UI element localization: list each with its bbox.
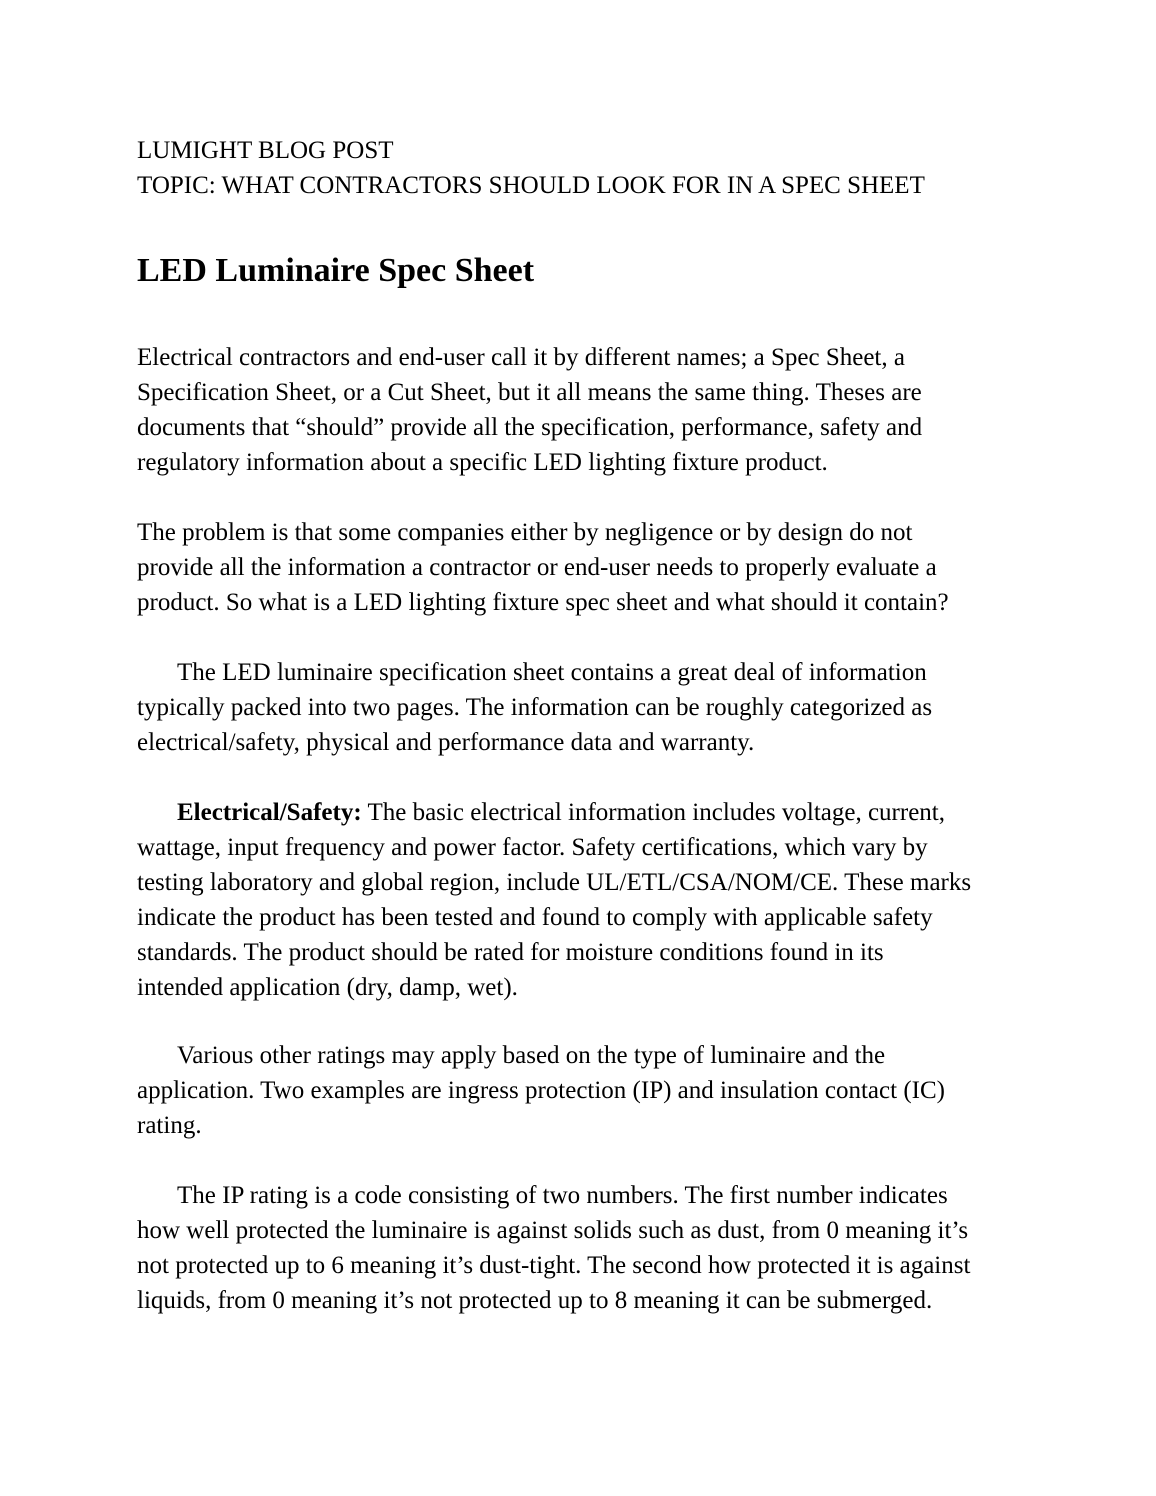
paragraph-overview xyxy=(137,655,1037,760)
paragraph-line: application. Two examples are ingress protection (IP) and insulation contact (IC) xyxy=(137,1077,945,1104)
paragraph-line: Various other ratings may apply based on the type of luminaire and the xyxy=(177,1042,886,1069)
paragraph-line: The basic electrical information includes voltage, current, xyxy=(361,799,945,826)
paragraph-line: The LED luminaire specification sheet contains a great deal of information xyxy=(177,659,927,686)
paragraph-first-line xyxy=(137,795,1037,830)
paragraph-line: not protected up to 6 meaning it’s dust-tight. The second how protected it is against xyxy=(137,1252,971,1279)
paragraph-line: product. So what is a LED lighting fixture spec sheet and what should it contain? xyxy=(137,589,949,616)
document-header xyxy=(137,133,925,203)
paragraph-line: intended application (dry, damp, wet). xyxy=(137,974,518,1001)
paragraph-line: wattage, input frequency and power factor. Safety certifications, which vary by xyxy=(137,834,928,861)
paragraph-electrical-safety xyxy=(137,795,1037,1005)
paragraph-line: rating. xyxy=(137,1112,202,1139)
paragraph-line: indicate the product has been tested and found to comply with applicable safety xyxy=(137,904,933,931)
paragraph-line: The IP rating is a code consisting of two numbers. The first number indicates xyxy=(177,1182,948,1209)
section-lead: Electrical/Safety: xyxy=(177,799,362,826)
paragraph-intro xyxy=(137,340,1037,480)
paragraph-line: testing laboratory and global region, include UL/ETL/CSA/NOM/CE. These marks xyxy=(137,869,972,896)
paragraph-line: electrical/safety, physical and performance data and warranty. xyxy=(137,729,755,756)
paragraph-ip-rating xyxy=(137,1178,1037,1318)
paragraph-line: The problem is that some companies either by negligence or by design do not xyxy=(137,519,913,546)
paragraph-line: documents that “should” provide all the specification, performance, safety and xyxy=(137,414,923,441)
paragraph-line: provide all the information a contractor or end-user needs to properly evaluate a xyxy=(137,554,937,581)
paragraph-line: standards. The product should be rated for moisture conditions found in its xyxy=(137,939,884,966)
paragraph-line: how well protected the luminaire is against solids such as dust, from 0 meaning it’s xyxy=(137,1217,969,1244)
page-title: LED Luminaire Spec Sheet xyxy=(137,252,535,289)
paragraph-line: liquids, from 0 meaning it’s not protected up to 8 meaning it can be submerged. xyxy=(137,1287,933,1314)
paragraph-line: Specification Sheet, or a Cut Sheet, but it all means the same thing. Theses are xyxy=(137,379,922,406)
paragraph-other-ratings xyxy=(137,1038,1037,1143)
paragraph-line: Electrical contractors and end-user call it by different names; a Spec Sheet, a xyxy=(137,344,905,371)
paragraph-line: regulatory information about a specific LED lighting fixture product. xyxy=(137,449,828,476)
paragraph-line: typically packed into two pages. The information can be roughly categorized as xyxy=(137,694,933,721)
header-topic: TOPIC: WHAT CONTRACTORS SHOULD LOOK FOR IN A SPEC SHEET xyxy=(137,172,925,199)
header-label: LUMIGHT BLOG POST xyxy=(137,137,394,164)
paragraph-problem xyxy=(137,515,1037,620)
